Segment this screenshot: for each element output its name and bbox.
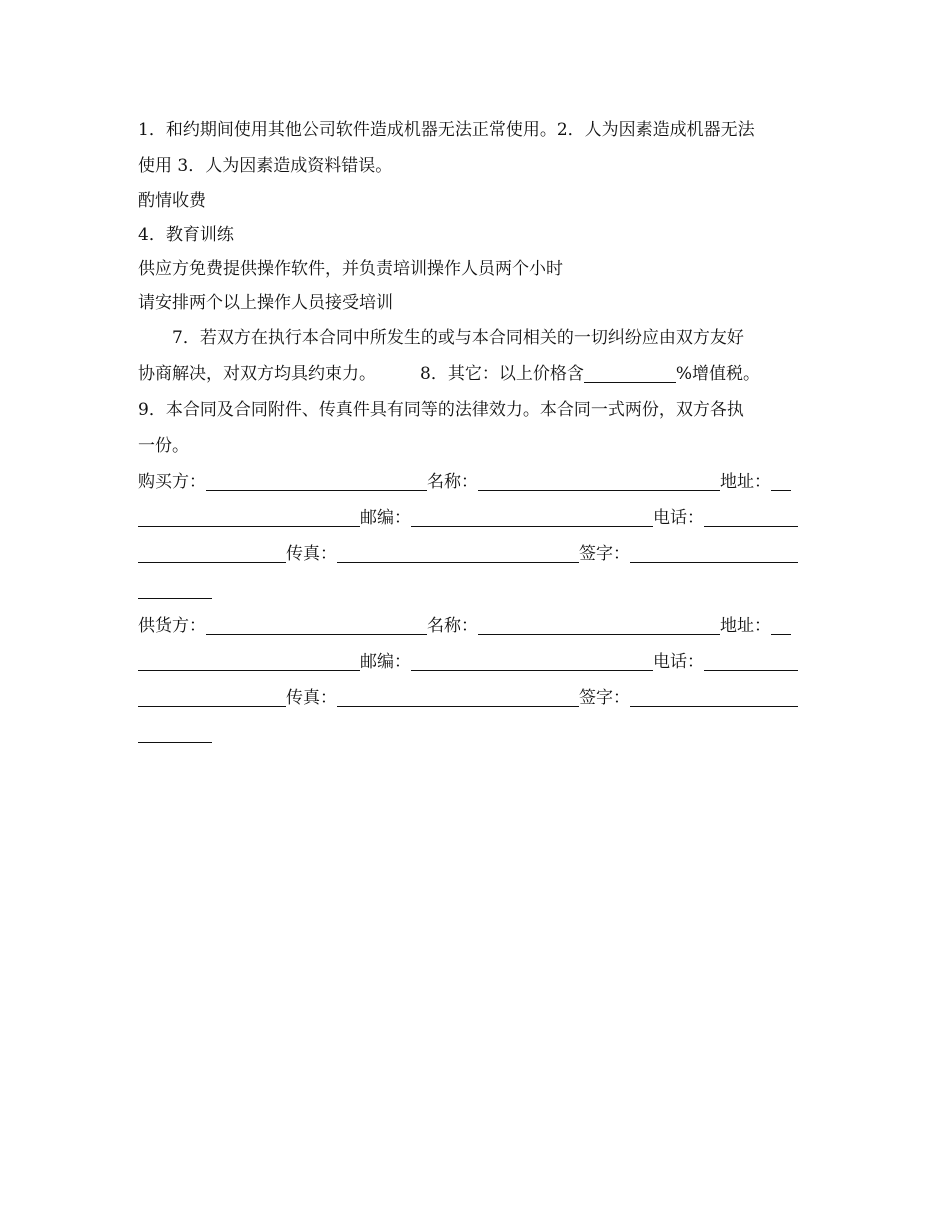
clause-other-text: 8．其它：以上价格含 (420, 364, 584, 384)
clause-charges: 酌情收费 (138, 191, 206, 211)
supplier-sign-blank[interactable] (630, 686, 798, 707)
buyer-name-label: 名称： (427, 472, 478, 492)
supplier-fax-blank[interactable] (337, 686, 579, 707)
clause-training-buyer: 请安排两个以上操作人员接受培训 (138, 293, 393, 313)
supplier-phone-blank-cont[interactable] (138, 686, 286, 707)
supplier-zip-label: 邮编： (360, 652, 411, 672)
supplier-address-blank[interactable] (771, 614, 791, 635)
clause-training-heading: 4．教育训练 (138, 225, 234, 245)
supplier-block (138, 608, 814, 752)
buyer-label: 购买方： (138, 472, 206, 492)
clause-dispute-text: 协商解决，对双方均具约束力。 (138, 364, 376, 384)
supplier-address-blank-cont[interactable] (138, 650, 360, 671)
supplier-fax-label: 传真： (286, 688, 337, 708)
buyer-fax-label: 传真： (286, 544, 337, 564)
buyer-sign-blank-cont[interactable] (138, 578, 212, 599)
buyer-block (138, 464, 814, 608)
supplier-blank[interactable] (206, 614, 427, 635)
clause-dispute-line-2 (138, 356, 814, 392)
vat-suffix: %增值税。 (675, 364, 760, 384)
supplier-sign-blank-cont[interactable] (138, 722, 212, 743)
buyer-sign-label: 签字： (579, 544, 630, 564)
clause-validity-line-2: 一份。 (138, 436, 189, 456)
buyer-line-3 (138, 536, 814, 572)
supplier-name-label: 名称： (427, 616, 478, 636)
buyer-fax-blank[interactable] (337, 542, 579, 563)
clause-exceptions-line-2: 使用 3．人为因素造成资料错误。 (138, 156, 393, 176)
buyer-address-blank[interactable] (771, 470, 791, 491)
buyer-blank[interactable] (206, 470, 427, 491)
buyer-name-blank[interactable] (478, 470, 720, 491)
buyer-phone-blank[interactable] (704, 506, 798, 527)
supplier-phone-blank[interactable] (704, 650, 798, 671)
buyer-line-1 (138, 464, 814, 500)
supplier-line-4 (138, 716, 814, 752)
supplier-name-blank[interactable] (478, 614, 720, 635)
buyer-line-2 (138, 500, 814, 536)
buyer-zip-blank[interactable] (411, 506, 653, 527)
clause-training-supplier: 供应方免费提供操作软件，并负责培训操作人员两个小时 (138, 259, 563, 279)
clause-dispute-line-1: 7．若双方在执行本合同中所发生的或与本合同相关的一切纠纷应由双方友好 (172, 328, 744, 348)
supplier-sign-label: 签字： (579, 688, 630, 708)
supplier-address-label: 地址： (720, 616, 771, 636)
buyer-phone-label: 电话： (653, 508, 704, 528)
contract-page (138, 112, 814, 752)
supplier-label: 供货方： (138, 616, 206, 636)
supplier-line-3 (138, 680, 814, 716)
supplier-zip-blank[interactable] (411, 650, 653, 671)
buyer-zip-label: 邮编： (360, 508, 411, 528)
clause-validity-line-1: 9．本合同及合同附件、传真件具有同等的法律效力。本合同一式两份，双方各执 (138, 400, 744, 420)
clause-exceptions-line-1: 1．和约期间使用其他公司软件造成机器无法正常使用。2．人为因素造成机器无法 (138, 120, 755, 140)
vat-rate-blank[interactable] (584, 362, 676, 383)
buyer-address-blank-cont[interactable] (138, 506, 360, 527)
supplier-line-2 (138, 644, 814, 680)
buyer-line-4 (138, 572, 814, 608)
supplier-phone-label: 电话： (653, 652, 704, 672)
buyer-sign-blank[interactable] (630, 542, 798, 563)
buyer-phone-blank-cont[interactable] (138, 542, 286, 563)
buyer-address-label: 地址： (720, 472, 771, 492)
supplier-line-1 (138, 608, 814, 644)
